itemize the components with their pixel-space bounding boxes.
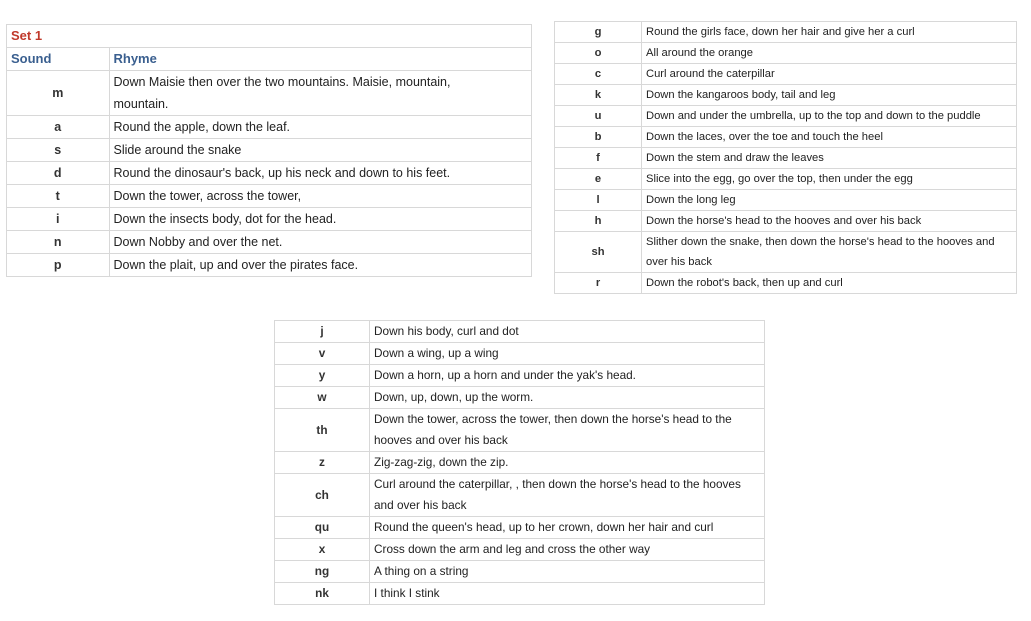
- table-row: [555, 64, 1017, 85]
- sound-cell: n: [7, 231, 110, 254]
- rhyme-cell: Down the horse's head to the hooves and over his back: [642, 211, 1017, 232]
- rhyme-cell: Down the robot's back, then up and curl: [642, 273, 1017, 294]
- sound-cell: nk: [275, 583, 370, 605]
- table-row: [275, 517, 765, 539]
- set-title-row: [7, 25, 532, 48]
- table-row: [555, 232, 1017, 273]
- rhyme-cell: I think I stink: [370, 583, 765, 605]
- sound-header: Sound: [7, 48, 110, 71]
- sound-cell: z: [275, 452, 370, 474]
- header-row: [7, 48, 532, 71]
- sound-cell: sh: [555, 232, 642, 273]
- table-row: [275, 539, 765, 561]
- sound-cell: e: [555, 169, 642, 190]
- table-row: [275, 583, 765, 605]
- sound-cell: k: [555, 85, 642, 106]
- sound-cell: u: [555, 106, 642, 127]
- rhyme-cell: Slither down the snake, then down the horse's head to the hooves and over his back: [642, 232, 1017, 273]
- sound-cell: qu: [275, 517, 370, 539]
- rhyme-cell: Round the dinosaur's back, up his neck and down to his feet.: [109, 162, 532, 185]
- sound-cell: v: [275, 343, 370, 365]
- rhyme-header: Rhyme: [109, 48, 532, 71]
- rhyme-cell: Down the insects body, dot for the head.: [109, 208, 532, 231]
- table-row: [7, 116, 532, 139]
- sound-cell: y: [275, 365, 370, 387]
- rhyme-cell: Slide around the snake: [109, 139, 532, 162]
- set-table-3: [274, 320, 765, 605]
- sound-cell: m: [7, 71, 110, 116]
- rhyme-cell: Down the stem and draw the leaves: [642, 148, 1017, 169]
- table-row: [275, 474, 765, 517]
- sound-cell: b: [555, 127, 642, 148]
- sound-cell: d: [7, 162, 110, 185]
- sound-cell: p: [7, 254, 110, 277]
- table-row: [555, 85, 1017, 106]
- rhyme-cell: Slice into the egg, go over the top, then under the egg: [642, 169, 1017, 190]
- sound-cell: t: [7, 185, 110, 208]
- table-row: [555, 169, 1017, 190]
- sound-cell: o: [555, 43, 642, 64]
- rhyme-cell: Round the girls face, down her hair and give her a curl: [642, 22, 1017, 43]
- table-row: [275, 321, 765, 343]
- rhyme-cell: Down a wing, up a wing: [370, 343, 765, 365]
- table-row: [555, 43, 1017, 64]
- rhyme-cell: Down and under the umbrella, up to the top and down to the puddle: [642, 106, 1017, 127]
- set1-table: [6, 24, 532, 277]
- sound-cell: l: [555, 190, 642, 211]
- rhyme-cell: Down the long leg: [642, 190, 1017, 211]
- sound-cell: ng: [275, 561, 370, 583]
- table-row: [7, 139, 532, 162]
- table-row: [275, 365, 765, 387]
- sound-cell: g: [555, 22, 642, 43]
- rhyme-cell: Down Maisie then over the two mountains. Maisie, mountain, mountain.: [109, 71, 532, 116]
- table-row: [275, 409, 765, 452]
- table-row: [275, 387, 765, 409]
- sound-cell: w: [275, 387, 370, 409]
- sound-cell: ch: [275, 474, 370, 517]
- set-title: Set 1: [7, 25, 110, 48]
- sound-cell: j: [275, 321, 370, 343]
- table-row: [555, 190, 1017, 211]
- table-row: [555, 127, 1017, 148]
- rhyme-cell: Round the apple, down the leaf.: [109, 116, 532, 139]
- sound-cell: th: [275, 409, 370, 452]
- rhyme-cell: Down the kangaroos body, tail and leg: [642, 85, 1017, 106]
- table-row: [7, 185, 532, 208]
- rhyme-cell: Down the tower, across the tower, then down the horse's head to the hooves and over his back: [370, 409, 765, 452]
- rhyme-cell: Down the laces, over the toe and touch the heel: [642, 127, 1017, 148]
- table-row: [7, 231, 532, 254]
- sound-cell: i: [7, 208, 110, 231]
- table-row: [555, 273, 1017, 294]
- table-row: [7, 162, 532, 185]
- rhyme-cell: Down his body, curl and dot: [370, 321, 765, 343]
- sound-cell: c: [555, 64, 642, 85]
- rhyme-cell: Down a horn, up a horn and under the yak's head.: [370, 365, 765, 387]
- rhyme-cell: All around the orange: [642, 43, 1017, 64]
- table-row: [555, 148, 1017, 169]
- rhyme-cell: Down the tower, across the tower,: [109, 185, 532, 208]
- table-row: [555, 211, 1017, 232]
- table-row: [555, 106, 1017, 127]
- sound-cell: x: [275, 539, 370, 561]
- sound-cell: r: [555, 273, 642, 294]
- sound-cell: h: [555, 211, 642, 232]
- table-row: [7, 208, 532, 231]
- table-row: [275, 343, 765, 365]
- sound-cell: a: [7, 116, 110, 139]
- table-row: [7, 254, 532, 277]
- rhyme-cell: Curl around the caterpillar, , then down the horse's head to the hooves and over his back: [370, 474, 765, 517]
- rhyme-cell: A thing on a string: [370, 561, 765, 583]
- rhyme-cell: Down, up, down, up the worm.: [370, 387, 765, 409]
- rhyme-cell: Round the queen's head, up to her crown, down her hair and curl: [370, 517, 765, 539]
- table-row: [7, 71, 532, 116]
- rhyme-cell: Down Nobby and over the net.: [109, 231, 532, 254]
- rhyme-cell: Curl around the caterpillar: [642, 64, 1017, 85]
- rhyme-cell: Cross down the arm and leg and cross the other way: [370, 539, 765, 561]
- table-row: [275, 561, 765, 583]
- rhyme-cell: Zig-zag-zig, down the zip.: [370, 452, 765, 474]
- table-row: [275, 452, 765, 474]
- sound-cell: f: [555, 148, 642, 169]
- rhyme-cell: Down the plait, up and over the pirates face.: [109, 254, 532, 277]
- sound-cell: s: [7, 139, 110, 162]
- table-row: [555, 22, 1017, 43]
- set-table-2: [554, 21, 1017, 294]
